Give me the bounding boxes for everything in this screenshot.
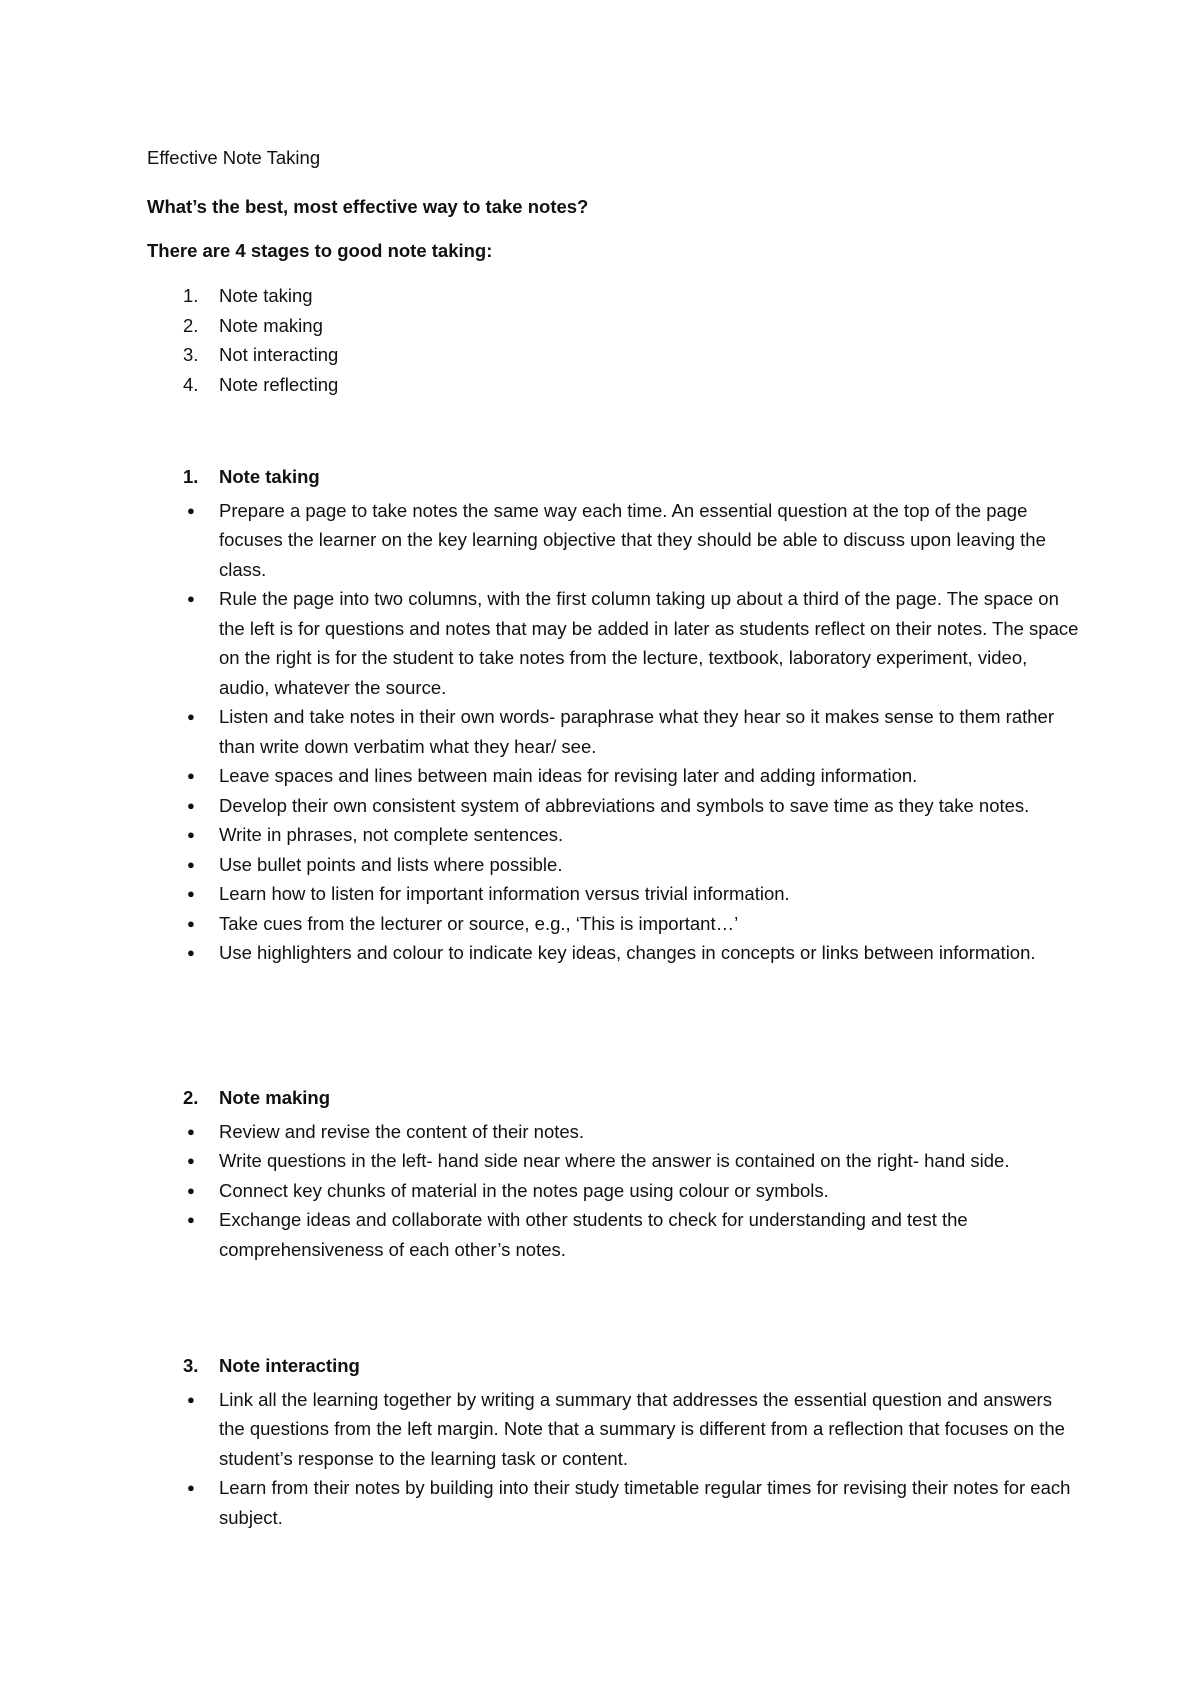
bullet-item xyxy=(147,761,1087,791)
bullet-text: Leave spaces and lines between main ideas for revising later and adding information. xyxy=(219,765,918,786)
bullet-text: Listen and take notes in their own words- paraphrase what they hear so it makes sense to them rather than write down verbatim what they hear/ see. xyxy=(219,706,1055,757)
bullet-icon: ● xyxy=(187,709,195,724)
bullet-icon: ● xyxy=(187,856,195,872)
bullet-icon: ● xyxy=(187,827,195,842)
bullet-text: Prepare a page to take notes the same way each time. An essential question at the top of the page focuses the learner on the key learning objective that they should be able to discuss upon leaving the class. xyxy=(219,499,1046,580)
bullet-item xyxy=(147,791,1087,821)
bullet-item xyxy=(147,1146,1087,1176)
bullet-text: Rule the page into two columns, with the first column taking up about a third of the page. The space on the left is for questions and notes that may be added in later as students reflect on their notes. The space on the right is for the student to take notes from the lecture, textbook, laboratory experiment, video, audio, whatever the source. xyxy=(219,588,1079,698)
bullet-text: Learn how to listen for important information versus trivial information. xyxy=(219,883,790,904)
stage-number: 4. xyxy=(183,373,199,395)
bullet-text: Write questions in the left- hand side near where the answer is contained on the right- hand side. xyxy=(219,1150,1010,1171)
bullet-item xyxy=(147,909,1087,939)
guiding-question: What’s the best, most effective way to take notes? xyxy=(147,196,589,217)
section-note-taking xyxy=(147,466,1087,968)
document-title: Effective Note Taking xyxy=(147,147,321,168)
bullet-icon: ● xyxy=(187,1182,195,1198)
stage-number: 2. xyxy=(183,314,199,336)
bullet-text: Learn from their notes by building into their study timetable regular times for revising their notes for each subject. xyxy=(219,1477,1071,1528)
section-title: Note interacting xyxy=(219,1355,360,1376)
stage-number: 1. xyxy=(183,285,199,306)
stage-label: Note taking xyxy=(219,285,313,306)
section-note-making xyxy=(147,1087,1087,1264)
bullet-icon: ● xyxy=(187,1212,195,1227)
bullet-text: Link all the learning together by writing a summary that addresses the essential question and answers the questions from the left margin. Note that a summary is different from a reflection that focuses on the student’s response to the learning task or content. xyxy=(219,1388,1065,1469)
bullet-text: Use bullet points and lists where possible. xyxy=(219,853,563,875)
bullet-icon: ● xyxy=(187,1153,195,1168)
bullet-list xyxy=(147,1385,1087,1533)
bullet-item xyxy=(147,938,1087,968)
bullet-item xyxy=(147,1205,1087,1264)
stage-label: Note making xyxy=(219,314,323,336)
bullet-text: Connect key chunks of material in the notes page using colour or symbols. xyxy=(219,1179,829,1201)
bullet-item xyxy=(147,702,1087,761)
bullet-text: Use highlighters and colour to indicate key ideas, changes in concepts or links between information. xyxy=(219,942,1036,963)
bullet-item xyxy=(147,584,1087,702)
bullet-list xyxy=(147,496,1087,968)
section-heading xyxy=(147,1355,1087,1385)
bullet-icon: ● xyxy=(187,886,195,901)
bullet-text: Exchange ideas and collaborate with other students to check for understanding and test the comprehensiveness of each other’s notes. xyxy=(219,1209,968,1260)
section-number: 3. xyxy=(183,1355,199,1376)
bullet-item xyxy=(147,879,1087,909)
bullet-icon: ● xyxy=(187,797,195,813)
bullet-item xyxy=(147,496,1087,585)
stage-label: Not interacting xyxy=(219,344,339,365)
stage-number: 3. xyxy=(183,344,199,365)
bullet-item xyxy=(147,1176,1087,1206)
bullet-icon: ● xyxy=(187,1391,195,1407)
bullet-item xyxy=(147,1473,1087,1532)
section-number: 2. xyxy=(183,1087,199,1108)
bullet-item xyxy=(147,850,1087,880)
bullet-text: Develop their own consistent system of abbreviations and symbols to save time as they take notes. xyxy=(219,794,1030,816)
stages-intro: There are 4 stages to good note taking: xyxy=(147,240,493,261)
bullet-item xyxy=(147,1117,1087,1147)
bullet-icon: ● xyxy=(187,768,195,783)
bullet-icon: ● xyxy=(187,591,195,606)
bullet-icon: ● xyxy=(187,1480,195,1495)
bullet-icon: ● xyxy=(187,915,195,931)
bullet-icon: ● xyxy=(187,945,195,960)
section-heading xyxy=(147,466,1087,496)
section-title: Note taking xyxy=(219,466,320,487)
bullet-text: Review and revise the content of their notes. xyxy=(219,1120,585,1142)
section-title: Note making xyxy=(219,1087,331,1108)
bullet-text: Write in phrases, not complete sentences. xyxy=(219,824,564,845)
bullet-list xyxy=(147,1117,1087,1265)
bullet-item xyxy=(147,1385,1087,1474)
bullet-icon: ● xyxy=(187,502,195,518)
stage-label: Note reflecting xyxy=(219,373,339,395)
bullet-text: Take cues from the lecturer or source, e.g., ‘This is important…’ xyxy=(219,912,739,934)
bullet-item xyxy=(147,820,1087,850)
bullet-icon: ● xyxy=(187,1123,195,1139)
section-heading xyxy=(147,1087,1087,1117)
section-number: 1. xyxy=(183,466,199,487)
section-note-interacting xyxy=(147,1355,1087,1532)
